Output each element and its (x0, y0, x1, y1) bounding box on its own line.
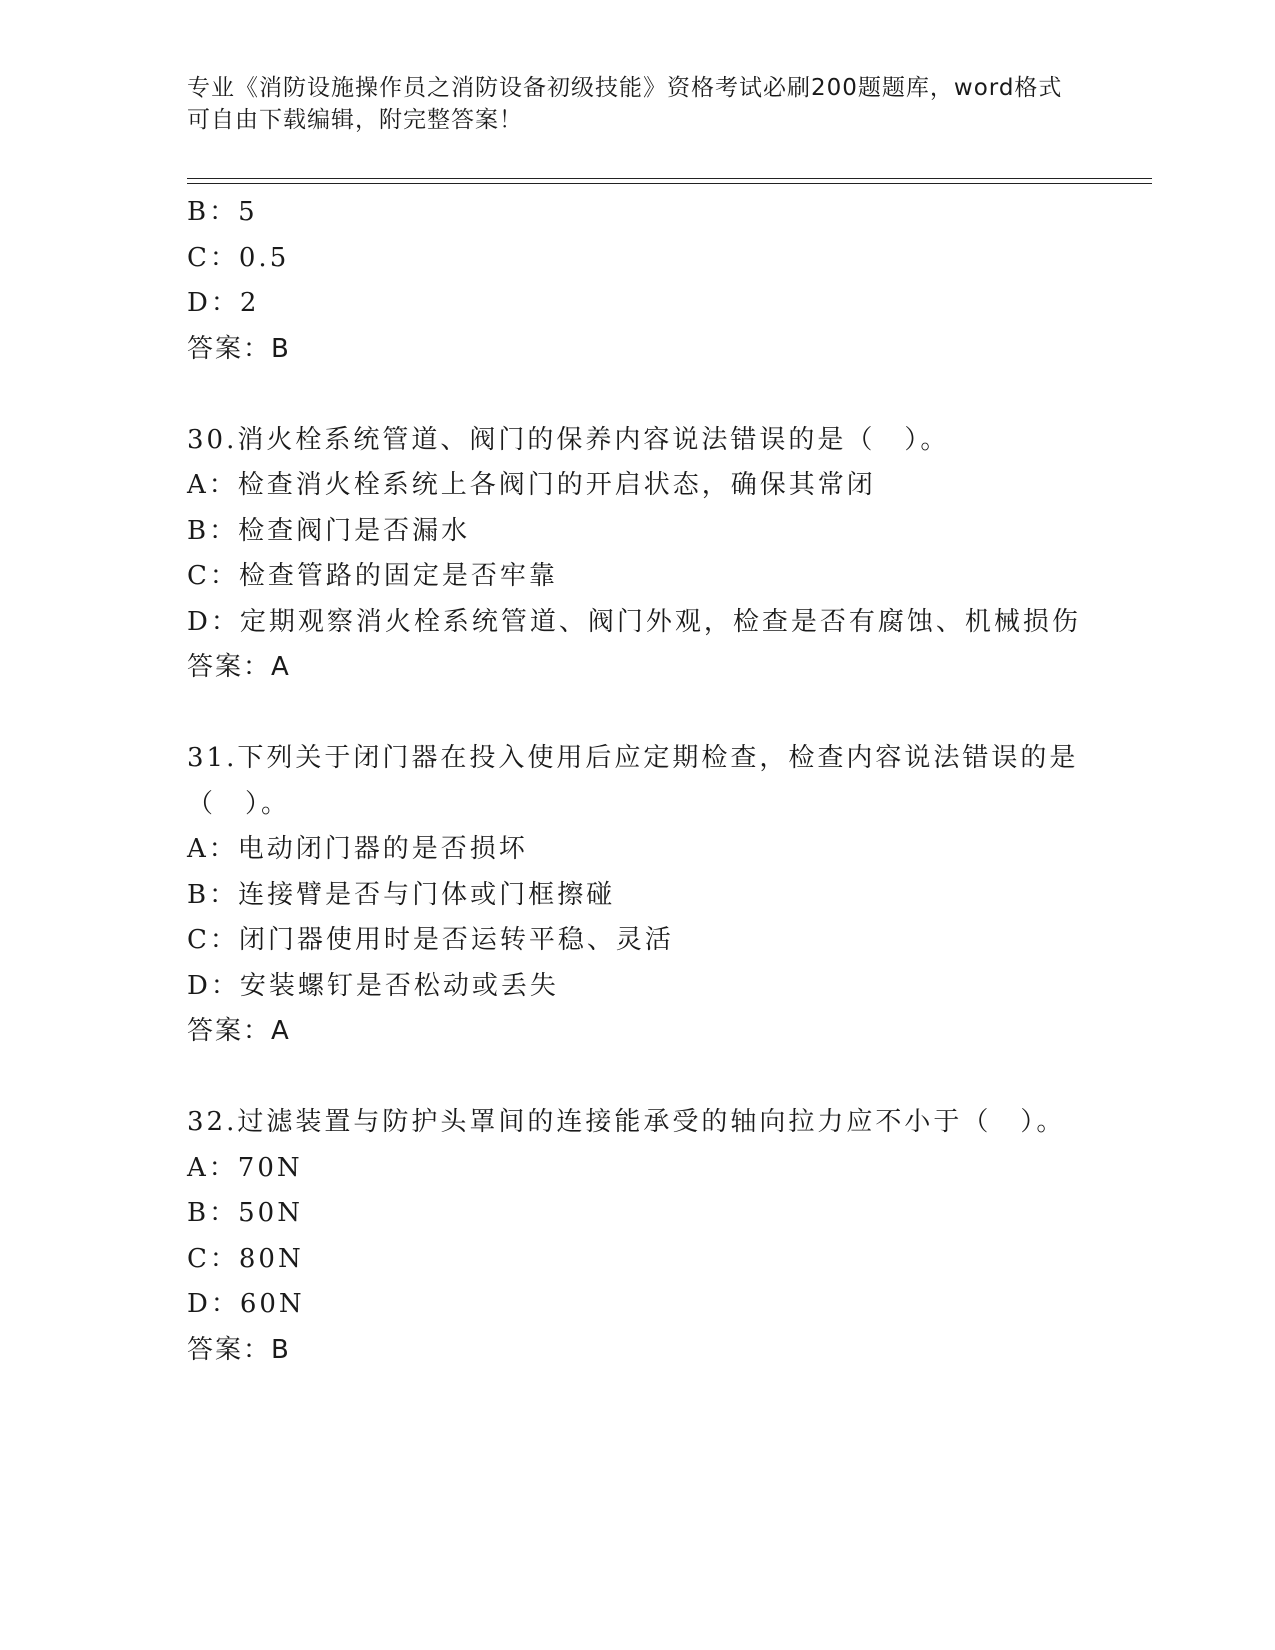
option-b: B：5 (187, 197, 258, 227)
option-a: A：70N (187, 1152, 303, 1183)
previous-question-tail (187, 190, 1107, 372)
answer-line: 答案：B (187, 333, 291, 364)
option-c: C：检查管路的固定是否牢靠 (187, 561, 558, 591)
option-d: D：2 (187, 288, 260, 318)
question-stem: 32.过滤装置与防护头罩间的连接能承受的轴向拉力应不小于（ ）。 (187, 1107, 1066, 1137)
question-30 (187, 418, 1107, 691)
document-header: 专业《消防设施操作员之消防设备初级技能》资格考试必刷200题题库，word格式可自由下载编辑，附完整答案！ (187, 75, 1063, 133)
option-d: D：安装螺钉是否松动或丢失 (187, 970, 559, 1001)
answer-line: 答案：A (187, 652, 291, 682)
question-list (187, 190, 1107, 1373)
option-b: B：50N (187, 1198, 303, 1228)
option-b: B：检查阀门是否漏水 (187, 515, 471, 546)
question-32 (187, 1100, 1107, 1373)
question-stem: 30.消火栓系统管道、阀门的保养内容说法错误的是（ ）。 (187, 424, 950, 455)
option-c: C：闭门器使用时是否运转平稳、灵活 (187, 925, 674, 955)
option-d: D：60N (187, 1289, 305, 1319)
option-d: D：定期观察消火栓系统管道、阀门外观，检查是否有腐蚀、机械损伤 (187, 606, 1081, 637)
option-b: B：连接臂是否与门体或门框擦碰 (187, 879, 616, 910)
option-a: A：电动闭门器的是否损坏 (187, 834, 528, 864)
header-divider-bottom (187, 183, 1152, 184)
option-c: C：80N (187, 1243, 304, 1274)
option-c: C：0.5 (187, 242, 290, 273)
question-31 (187, 736, 1107, 1055)
answer-line: 答案：A (187, 1016, 291, 1046)
header-divider-top (187, 178, 1152, 179)
answer-line: 答案：B (187, 1334, 291, 1365)
option-a: A：检查消火栓系统上各阀门的开启状态，确保其常闭 (187, 470, 876, 500)
question-stem: 31.下列关于闭门器在投入使用后应定期检查，检查内容说法错误的是（ ）。 (187, 743, 1079, 819)
